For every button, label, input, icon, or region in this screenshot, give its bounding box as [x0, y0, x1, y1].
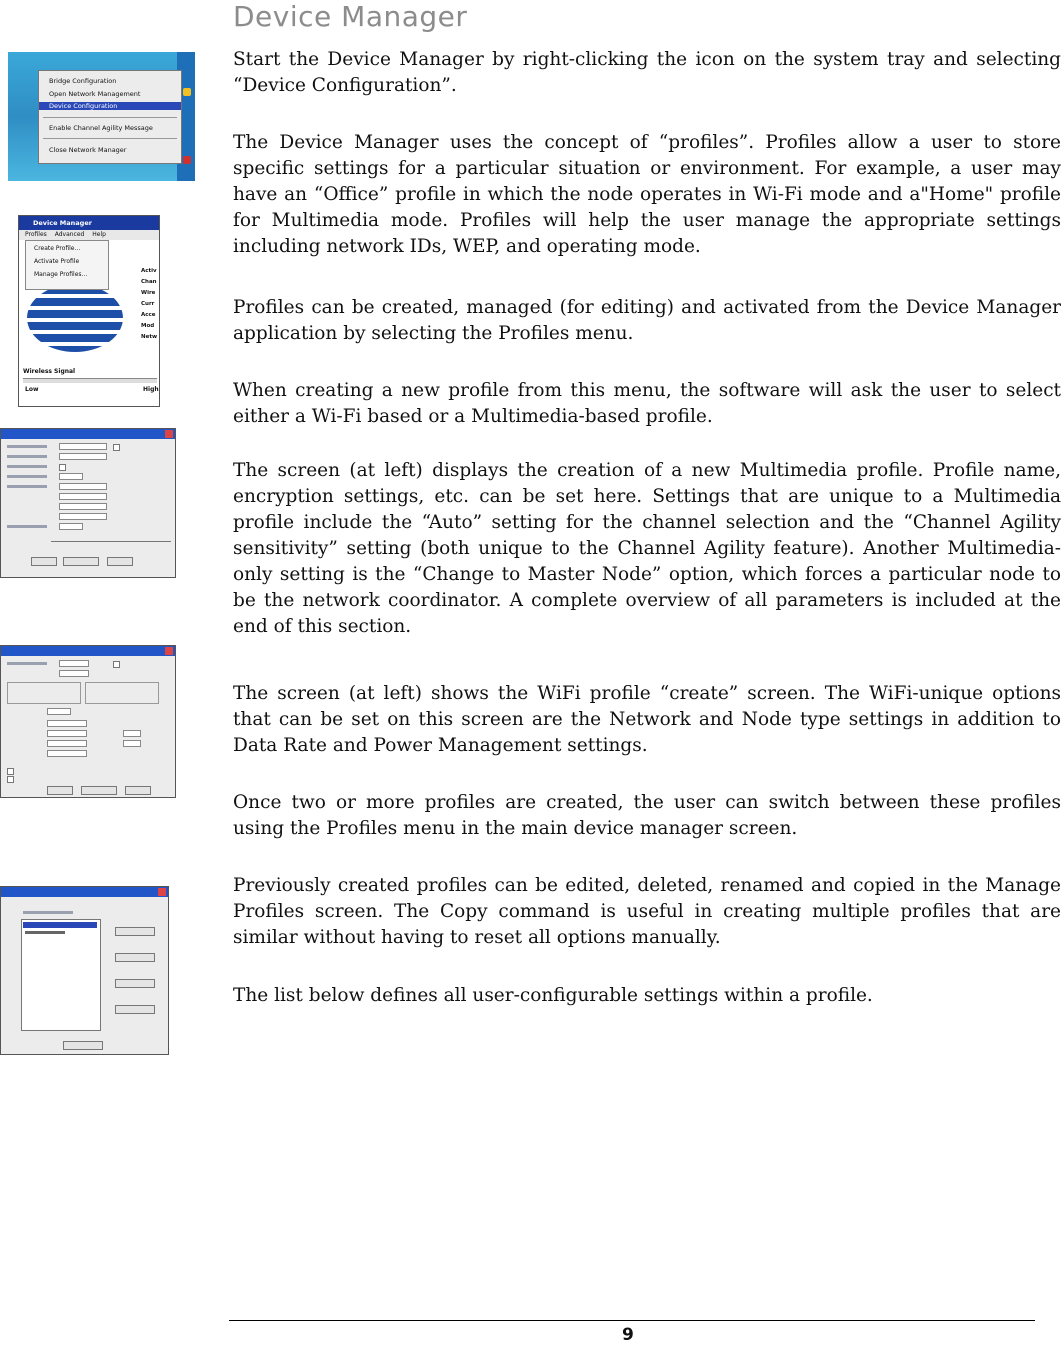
- network-name-field: [59, 453, 107, 460]
- page-title: Device Manager: [233, 0, 468, 33]
- delete-button[interactable]: [115, 953, 155, 962]
- profile-name-field: [59, 443, 107, 450]
- encryption-select: [47, 708, 71, 715]
- signal-low-label: Low: [25, 386, 39, 393]
- close-icon: [165, 430, 173, 438]
- paragraph-manage-profiles: Previously created profiles can be edited, deleted, renamed and copied in the Manage Profiles screen. The Copy command is useful in creating multiple profiles that are similar without having to reset all options manually.: [233, 875, 1061, 948]
- checkbox: [7, 776, 14, 783]
- menu-profiles[interactable]: Profiles: [25, 231, 47, 238]
- menu-item-manage-profiles[interactable]: Manage Profiles...: [34, 271, 88, 278]
- folder-icon: [183, 88, 191, 96]
- menu-advanced[interactable]: Advanced: [54, 231, 85, 238]
- status-label: Netw: [141, 334, 158, 340]
- select-profile-label: [23, 911, 73, 914]
- menu-separator: [43, 138, 177, 139]
- rename-button[interactable]: [115, 979, 155, 988]
- menu-item-device-configuration[interactable]: Device Configuration: [39, 102, 181, 110]
- key-field: [59, 493, 107, 500]
- multimedia-profile-screenshot: [0, 428, 176, 578]
- edit-button[interactable]: [115, 927, 155, 936]
- close-button[interactable]: [63, 1041, 103, 1050]
- list-item[interactable]: [25, 931, 65, 934]
- ok-button[interactable]: [31, 557, 57, 566]
- menu-separator: [43, 117, 177, 118]
- profile-list[interactable]: [21, 919, 101, 1031]
- status-label: Curr: [141, 301, 155, 307]
- key-field: [47, 750, 87, 757]
- field-label: [7, 475, 47, 478]
- paragraph-switch-profiles: Once two or more profiles are created, the user can switch between these profiles using the Profiles menu in the main device manager screen.: [233, 792, 1061, 839]
- checkbox: [113, 444, 120, 451]
- cancel-button[interactable]: [125, 786, 151, 795]
- paragraph-start: Start the Device Manager by right-clicking the icon on the system tray and selecting “Device Configuration”.: [233, 49, 1061, 96]
- paragraph-profiles-menu: Profiles can be created, managed (for editing) and activated from the Device Manager application by selecting the Profiles menu.: [233, 297, 1061, 344]
- status-label: Wire: [141, 290, 156, 296]
- field-label: [7, 465, 47, 468]
- power-field: [123, 740, 141, 747]
- device-manager-logo: [25, 278, 125, 358]
- key-field: [59, 483, 107, 490]
- status-label: Activ: [141, 268, 157, 274]
- status-label: Chan: [141, 279, 157, 285]
- menu-item-activate-profile[interactable]: Activate Profile: [34, 258, 80, 265]
- status-label: Acce: [141, 312, 156, 318]
- channel-select: [59, 523, 83, 530]
- paragraph-profiles-concept: The Device Manager uses the concept of “profiles”. Profiles allow a user to store specific settings for a particular situation or environment. For example, a user may have an “Office” profile in which the node operates in Wi-Fi mode and a"Home" profile for Multimedia mode. Profiles will help the user manage the appropriate settings including network IDs, WEP, and operating mode.: [233, 132, 1061, 257]
- checkbox: [59, 464, 66, 471]
- paragraph-create-profile: When creating a new profile from this menu, the software will ask the user to select either a Wi-Fi based or a Multimedia-based profile.: [233, 380, 1061, 427]
- ok-button[interactable]: [47, 786, 73, 795]
- profile-name-field: [59, 660, 89, 667]
- wireless-signal-label: Wireless Signal: [23, 368, 76, 375]
- field-label: [7, 455, 47, 458]
- list-item[interactable]: [23, 922, 97, 928]
- tray-context-menu: [38, 70, 182, 164]
- key-field: [47, 740, 87, 747]
- data-rate-field: [123, 730, 141, 737]
- footer-rule: [229, 1320, 1035, 1321]
- menu-item-close-network-manager[interactable]: Close Network Manager: [49, 146, 127, 154]
- dialog-titlebar: [1, 887, 168, 897]
- network-type-group: [7, 682, 81, 704]
- field-label: [7, 525, 47, 528]
- window-titlebar: Device Manager: [19, 216, 160, 230]
- key-field: [47, 730, 87, 737]
- dialog-titlebar: [1, 646, 175, 656]
- checkbox: [7, 768, 14, 775]
- status-label: Mod: [141, 323, 155, 329]
- network-name-field: [59, 670, 89, 677]
- menu-item-enable-channel-agility[interactable]: Enable Channel Agility Message: [49, 124, 153, 132]
- field-label: [7, 485, 47, 488]
- menu-help[interactable]: Help: [92, 231, 106, 238]
- load-defaults-button[interactable]: [63, 557, 99, 566]
- copy-button[interactable]: [115, 1005, 155, 1014]
- profiles-dropdown: [25, 240, 109, 290]
- encryption-select: [59, 473, 83, 480]
- menu-bar: [19, 230, 160, 240]
- paragraph-settings-list: The list below defines all user-configurable settings within a profile.: [233, 985, 873, 1006]
- field-label: [7, 445, 47, 448]
- device-manager-screenshot: [18, 215, 160, 407]
- key-field: [59, 513, 107, 520]
- checkbox: [113, 661, 120, 668]
- paragraph-multimedia-profile: The screen (at left) displays the creation of a new Multimedia profile. Profile name, encryption settings, etc. can be set here. Settings that are unique to a Multimedia profile include the “Auto” setting for the channel selection and the “Channel Agility sensitivity” setting (both unique to the Channel Agility feature). Another Multimedia-only setting is the “Change to Master Node” option, which forces a particular node to be the network coordinator. A complete overview of all parameters is included at the end of this section.: [233, 460, 1061, 637]
- signal-bar: [23, 378, 157, 383]
- agility-slider: [51, 541, 171, 542]
- manage-profiles-screenshot: [0, 886, 169, 1055]
- wifi-profile-screenshot: [0, 645, 176, 798]
- menu-item-create-profile[interactable]: Create Profile...: [34, 245, 81, 252]
- paragraph-wifi-profile: The screen (at left) shows the WiFi profile “create” screen. The WiFi-unique options that can be set on this screen are the Network and Node type settings in addition to Data Rate and Power Management settings.: [233, 683, 1061, 756]
- dialog-titlebar: [1, 429, 175, 439]
- menu-item-bridge-configuration[interactable]: Bridge Configuration: [49, 77, 117, 85]
- tray-icon: [183, 156, 191, 164]
- menu-item-open-network-management[interactable]: Open Network Management: [49, 90, 141, 98]
- close-icon: [158, 888, 166, 896]
- load-defaults-button[interactable]: [81, 786, 117, 795]
- key-field: [59, 503, 107, 510]
- cancel-button[interactable]: [107, 557, 133, 566]
- field-label: [7, 662, 47, 665]
- tray-menu-screenshot: [8, 52, 195, 181]
- close-icon: [165, 647, 173, 655]
- page-number: 9: [622, 1325, 634, 1345]
- key-field: [47, 720, 87, 727]
- node-type-group: [85, 682, 159, 704]
- signal-high-label: High: [143, 386, 159, 393]
